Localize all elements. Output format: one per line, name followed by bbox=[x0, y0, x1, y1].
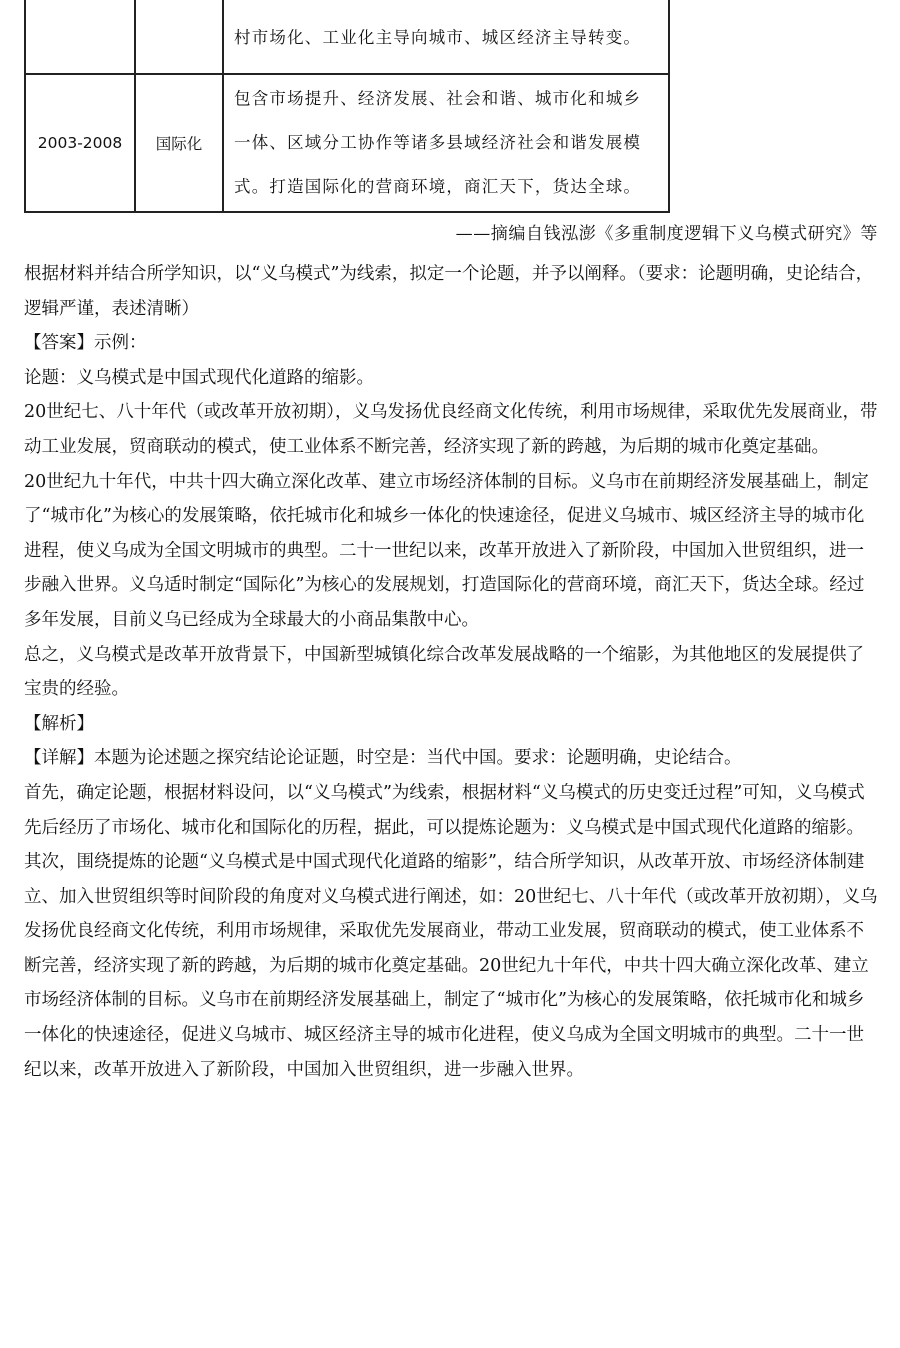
answer-header: 【答案】示例： bbox=[24, 333, 147, 354]
source-citation: ——摘编自钱泓澎《多重制度逻辑下义乌模式研究》等 bbox=[455, 224, 878, 244]
thesis-text: 论题：义乌模式是中国式现代化道路的缩影。 bbox=[24, 367, 374, 388]
step-paragraph-1: 首先，确定论题，根据材料设问，以“义乌模式”为线索，根据材料“义乌模式的历史变迁过程”可知，义乌模式先后经历了市场化、城市化和国际化的历程，据此，可以提炼论题为：义乌模式是中国式现代化道路的缩影。 bbox=[24, 782, 865, 838]
stage-cell bbox=[135, 0, 223, 74]
analysis-header: 【解析】 bbox=[24, 713, 94, 734]
description-cell: 村市场化、工业化主导向城市、城区经济主导转变。 bbox=[223, 0, 669, 74]
answer-paragraph-2: 20世纪九十年代，中共十四大确立深化改革、建立市场经济体制的目标。义乌市在前期经济发展基础上，制定了“城市化”为核心的发展策略，依托城市化和城乡一体化的快速途径，促进义乌城市、城区经济主导的城市化进程，使义乌成为全国文明城市的典型。二十一世纪以来，改革开放进入了新阶段，中国加入世贸组织，进一步融入世界。义乌适时制定“国际化”为核心的发展规划，打造国际化的营商环境，商汇天下，货达全球。经过多年发展，目前义乌已经成为全球最大的小商品集散中心。 bbox=[24, 471, 869, 630]
detail-paragraph: 【详解】本题为论述题之探究结论论证题，时空是：当代中国。要求：论题明确，史论结合。 bbox=[24, 748, 742, 769]
document-body bbox=[24, 257, 880, 1087]
year-cell: 2003-2008 bbox=[25, 74, 135, 212]
table-row bbox=[25, 0, 669, 74]
table-row bbox=[25, 74, 669, 212]
step-paragraph-2: 其次，围绕提炼的论题“义乌模式是中国式现代化道路的缩影”，结合所学知识，从改革开放、市场经济体制建立、加入世贸组织等时间阶段的角度对义乌模式进行阐述，如：20世纪七、八十年代（或改革开放初期），义乌发扬优良经商文化传统，利用市场规律，采取优先发展商业，带动工业发展，贸商联动的模式，使工业体系不断完善，经济实现了新的跨越，为后期的城市化奠定基础。20世纪九十年代，中共十四大确立深化改革、建立市场经济体制的目标。义乌市在前期经济发展基础上，制定了“城市化”为核心的发展策略，依托城市化和城乡一体化的快速途径，促进义乌城市、城区经济主导的城市化进程，使义乌成为全国文明城市的典型。二十一世纪以来，改革开放进入了新阶段，中国加入世贸组织，进一步融入世界。 bbox=[24, 852, 878, 1080]
year-cell bbox=[25, 0, 135, 74]
answer-paragraph-3: 总之，义乌模式是改革开放背景下，中国新型城镇化综合改革发展战略的一个缩影，为其他地区的发展提供了宝贵的经验。 bbox=[24, 644, 864, 700]
description-cell: 包含市场提升、经济发展、社会和谐、城市化和城乡一体、区域分工协作等诸多县域经济社会和谐发展模式。打造国际化的营商环境，商汇天下，货达全球。 bbox=[223, 74, 669, 212]
history-table bbox=[24, 0, 670, 213]
question-text: 根据材料并结合所学知识，以“义乌模式”为线索，拟定一个论题，并予以阐释。（要求：论题明确，史论结合，逻辑严谨，表述清晰） bbox=[24, 264, 874, 319]
stage-cell: 国际化 bbox=[135, 74, 223, 212]
answer-paragraph-1: 20世纪七、八十年代（或改革开放初期），义乌发扬优良经商文化传统，利用市场规律，采取优先发展商业，带动工业发展，贸商联动的模式，使工业体系不断完善，经济实现了新的跨越，为后期的城市化奠定基础。 bbox=[24, 402, 878, 457]
